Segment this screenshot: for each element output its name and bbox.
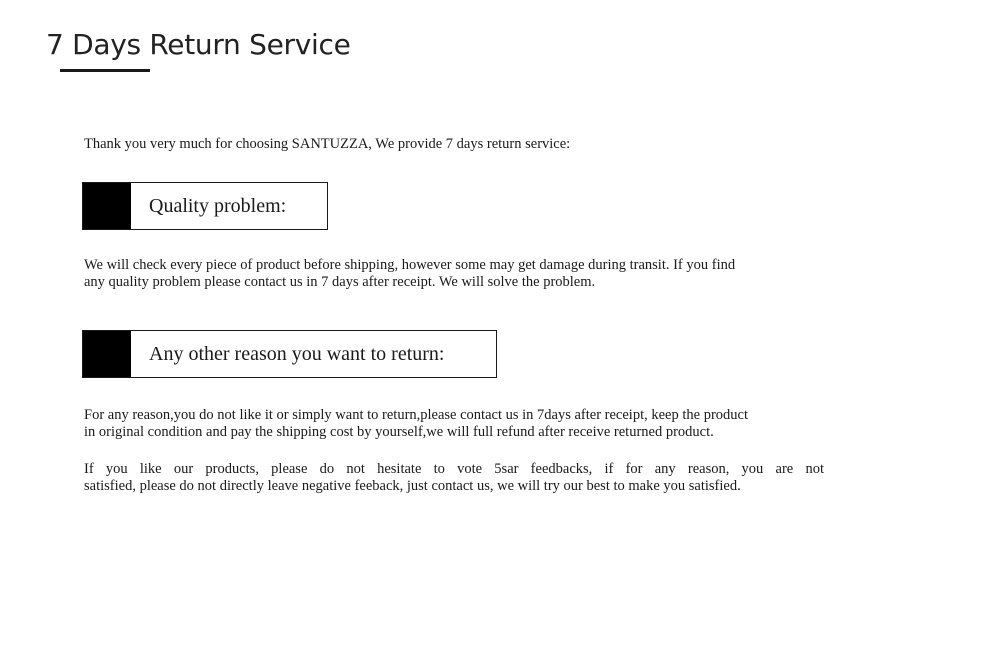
header-black-block: [83, 331, 131, 377]
other-reason-label: Any other reason you want to return:: [149, 342, 445, 365]
feedback-paragraph: [84, 461, 824, 495]
paragraph-line: For any reason,you do not like it or simply want to return,please contact us in 7days after receipt, keep the product: [84, 407, 748, 423]
other-reason-paragraph: [84, 407, 824, 441]
page-title: 7 Days Return Service: [46, 28, 351, 61]
quality-problem-paragraph: [84, 257, 824, 291]
paragraph-line: satisfied, please do not directly leave negative feeback, just contact us, we will try our best to make you satisfied.: [84, 478, 741, 494]
quality-problem-header: [82, 182, 328, 230]
paragraph-line: any quality problem please contact us in 7 days after receipt. We will solve the problem.: [84, 274, 596, 290]
intro-text: Thank you very much for choosing SANTUZZA, We provide 7 days return service:: [84, 136, 571, 152]
header-black-block: [83, 183, 131, 229]
title-underline: [60, 69, 150, 72]
paragraph-line: If you like our products, please do not hesitate to vote 5sar feedbacks, if for any reason, you are not: [84, 461, 824, 477]
other-reason-header: [82, 330, 497, 378]
quality-problem-label: Quality problem:: [149, 194, 287, 217]
paragraph-line: in original condition and pay the shipping cost by yourself,we will full refund after receive returned product.: [84, 424, 714, 440]
paragraph-line: We will check every piece of product before shipping, however some may get damage during transit. If you find: [84, 257, 736, 273]
